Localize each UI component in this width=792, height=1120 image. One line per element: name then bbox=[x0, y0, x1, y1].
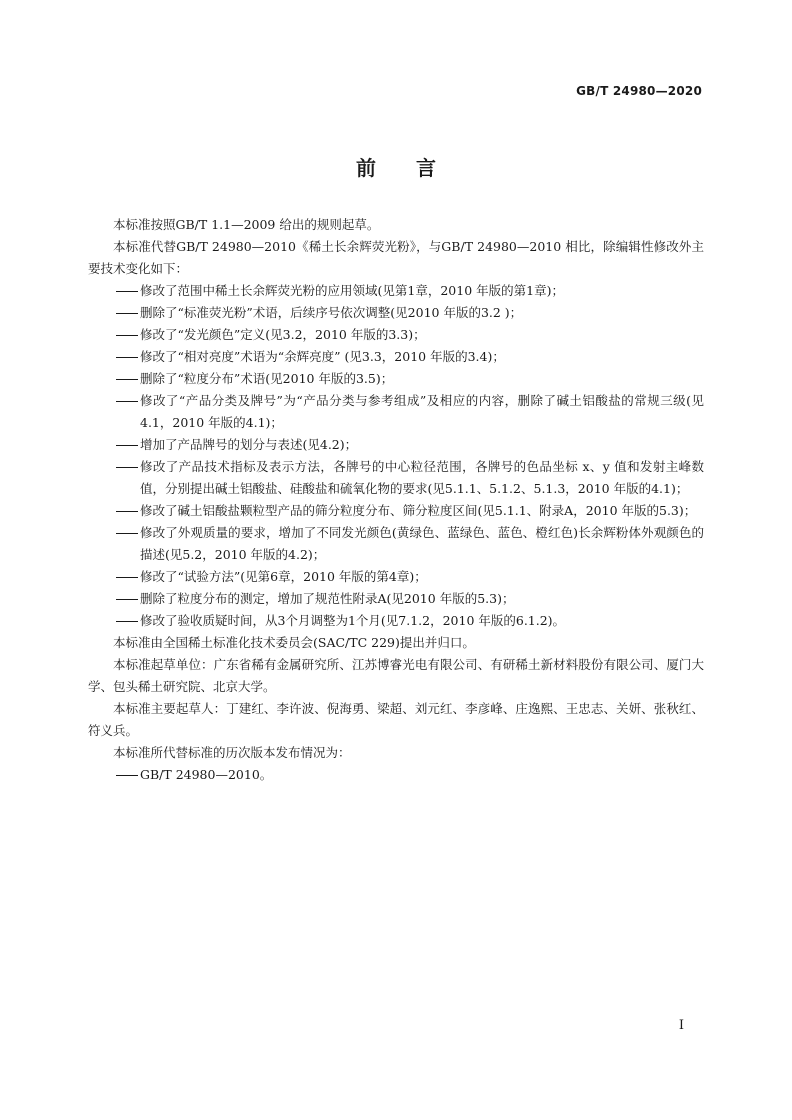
change-item bbox=[88, 566, 704, 588]
change-item-text: 修改了“试验方法”(见第6章，2010 年版的第4章)； bbox=[140, 569, 427, 584]
change-item bbox=[88, 610, 704, 632]
history-item-text: GB/T 24980—2010。 bbox=[140, 767, 273, 782]
change-item bbox=[88, 390, 704, 434]
dash-bullet bbox=[116, 434, 138, 456]
change-item bbox=[88, 434, 704, 456]
document-body bbox=[88, 214, 704, 786]
change-item bbox=[88, 324, 704, 346]
change-item bbox=[88, 522, 704, 566]
change-item bbox=[88, 280, 704, 302]
change-item-text: 修改了验收质疑时间，从3个月调整为1个月(见7.1.2，2010 年版的6.1.2)。 bbox=[140, 613, 566, 628]
standard-code-header: GB/T 24980—2020 bbox=[576, 84, 702, 98]
change-item bbox=[88, 588, 704, 610]
page-title: 前言 bbox=[356, 156, 476, 180]
change-item-text: 修改了“相对亮度”术语为“余辉亮度” (见3.3，2010 年版的3.4)； bbox=[140, 349, 505, 364]
closing-paragraph: 本标准主要起草人：丁建红、李许波、倪海勇、梁超、刘元红、李彦峰、庄逸熙、王忠志、关妍、张秋红、符义兵。 bbox=[88, 701, 704, 738]
dash-bullet bbox=[116, 390, 138, 412]
dash-bullet bbox=[116, 280, 138, 302]
closing-paragraph: 本标准所代替标准的历次版本发布情况为： bbox=[113, 745, 351, 760]
dash-bullet bbox=[116, 324, 138, 346]
dash-bullet bbox=[116, 522, 138, 544]
dash-bullet bbox=[116, 610, 138, 632]
change-item-text: 修改了产品技术指标及表示方法，各牌号的中心粒径范围，各牌号的色品坐标 x、y 值和发射主峰数值，分别提出碱土铝酸盐、硅酸盐和硫氧化物的要求(见5.1.1、5.1.2、5.1.3，2010 年版的4.1)； bbox=[140, 459, 704, 496]
change-item-text: 修改了外观质量的要求，增加了不同发光颜色(黄绿色、蓝绿色、蓝色、橙红色)长余辉粉体外观颜色的描述(见5.2，2010 年版的4.2)； bbox=[140, 525, 704, 562]
change-item-text: 删除了粒度分布的测定，增加了规范性附录A(见2010 年版的5.3)； bbox=[140, 591, 515, 606]
dash-bullet bbox=[116, 588, 138, 610]
change-item-text: 删除了“标准荧光粉”术语，后续序号依次调整(见2010 年版的3.2 )； bbox=[140, 305, 523, 320]
change-item-text: 删除了“粒度分布”术语(见2010 年版的3.5)； bbox=[140, 371, 394, 386]
change-item-text: 修改了碱土铝酸盐颗粒型产品的筛分粒度分布、筛分粒度区间(见5.1.1、附录A，2010 年版的5.3)； bbox=[140, 503, 697, 518]
dash-bullet bbox=[116, 346, 138, 368]
dash-bullet bbox=[116, 302, 138, 324]
change-item bbox=[88, 500, 704, 522]
page-number: I bbox=[678, 1018, 684, 1033]
intro-paragraph: 本标准按照GB/T 1.1—2009 给出的规则起草。 bbox=[113, 217, 380, 232]
intro-paragraph: 本标准代替GB/T 24980—2010《稀土长余辉荧光粉》，与GB/T 24980—2010 相比，除编辑性修改外主要技术变化如下： bbox=[88, 239, 704, 276]
change-item bbox=[88, 368, 704, 390]
change-item bbox=[88, 456, 704, 500]
dash-bullet bbox=[116, 764, 138, 786]
change-item bbox=[88, 346, 704, 368]
closing-paragraph: 本标准由全国稀土标准化技术委员会(SAC/TC 229)提出并归口。 bbox=[113, 635, 475, 650]
change-item bbox=[88, 302, 704, 324]
change-item-text: 增加了产品牌号的划分与表述(见4.2)； bbox=[140, 437, 358, 452]
change-item-text: 修改了范围中稀土长余辉荧光粉的应用领域(见第1章，2010 年版的第1章)； bbox=[140, 283, 564, 298]
dash-bullet bbox=[116, 368, 138, 390]
change-item-text: 修改了“发光颜色”定义(见3.2，2010 年版的3.3)； bbox=[140, 327, 426, 342]
change-item-text: 修改了“产品分类及牌号”为“产品分类与参考组成”及相应的内容，删除了碱土铝酸盐的常规三级(见4.1，2010 年版的4.1)； bbox=[140, 393, 704, 430]
dash-bullet bbox=[116, 500, 138, 522]
dash-bullet bbox=[116, 566, 138, 588]
history-item bbox=[88, 764, 704, 786]
dash-bullet bbox=[116, 456, 138, 478]
closing-paragraph: 本标准起草单位：广东省稀有金属研究所、江苏博睿光电有限公司、有研稀土新材料股份有限公司、厦门大学、包头稀土研究院、北京大学。 bbox=[88, 657, 704, 694]
